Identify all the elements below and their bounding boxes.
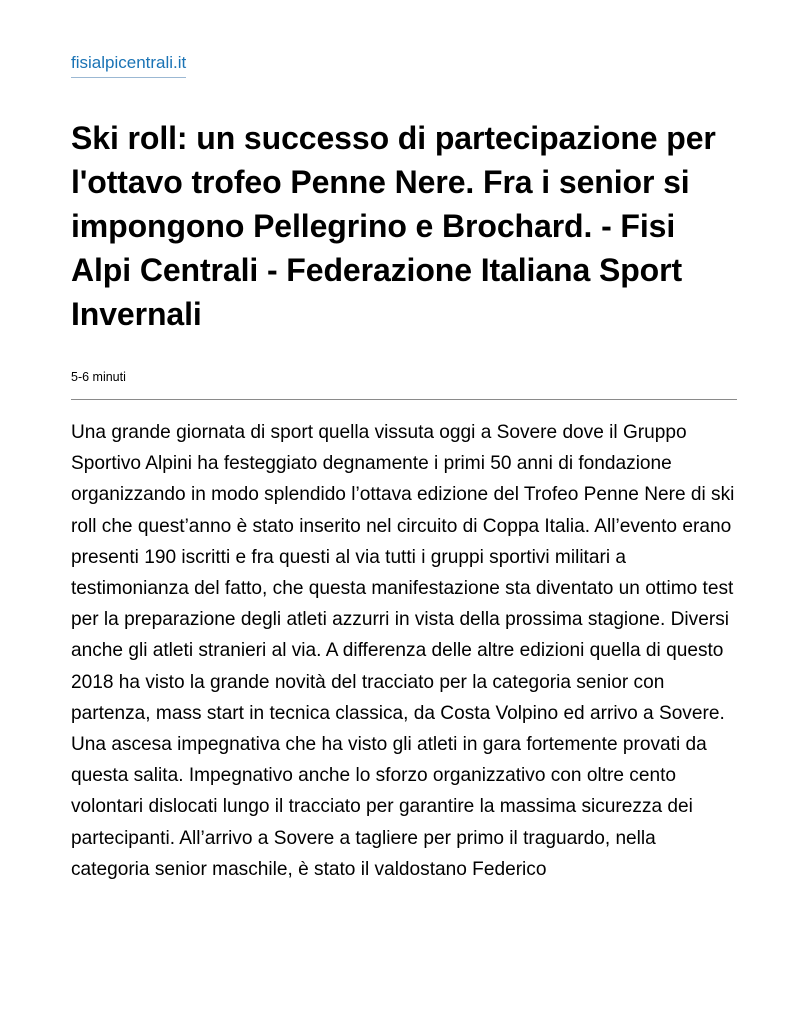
article-body: Una grande giornata di sport quella vissuta oggi a Sovere dove il Gruppo Sportivo Alpini ha festeggiato degnamente i primi 50 anni di fondazione organizzando in modo splendido l’ottava edizione del Trofeo Penne Nere di ski roll che quest’anno è stato inserito nel circuito di Coppa Italia. All’evento erano presenti 190 iscritti e fra questi al via tutti i gruppi sportivi militari a testimonianza del fatto, che questa manifestazione sta diventato un ottimo test per la preparazione degli atleti azzurri in vista della prossima stagione. Diversi anche gli atleti stranieri al via. A differenza delle altre edizioni quella di questo 2018 ha visto la grande novità del tracciato per la categoria senior con partenza, mass start in tecnica classica, da Costa Volpino ed arrivo a Sovere. Una ascesa impegnativa che ha visto gli atleti in gara fortemente provati da questa salita. Impegnativo anche lo sforzo organizzativo con oltre cento volontari dislocati lungo il tracciato per garantire la massima sicurezza dei partecipanti. All’arrivo a Sovere a tagliere per primo il traguardo, nella categoria senior maschile, è stato il valdostano Federico (71, 422, 735, 880)
source-link[interactable]: fisialpicentrali.it (71, 52, 186, 78)
reading-time: 5-6 minuti (71, 370, 126, 384)
article-title: Ski roll: un successo di partecipazione per l'ottavo trofeo Penne Nere. Fra i senior si impongono Pellegrino e Brochard. - Fisi Alpi Centrali - Federazione Italiana Sport Invernali (71, 120, 716, 332)
divider (71, 399, 737, 400)
